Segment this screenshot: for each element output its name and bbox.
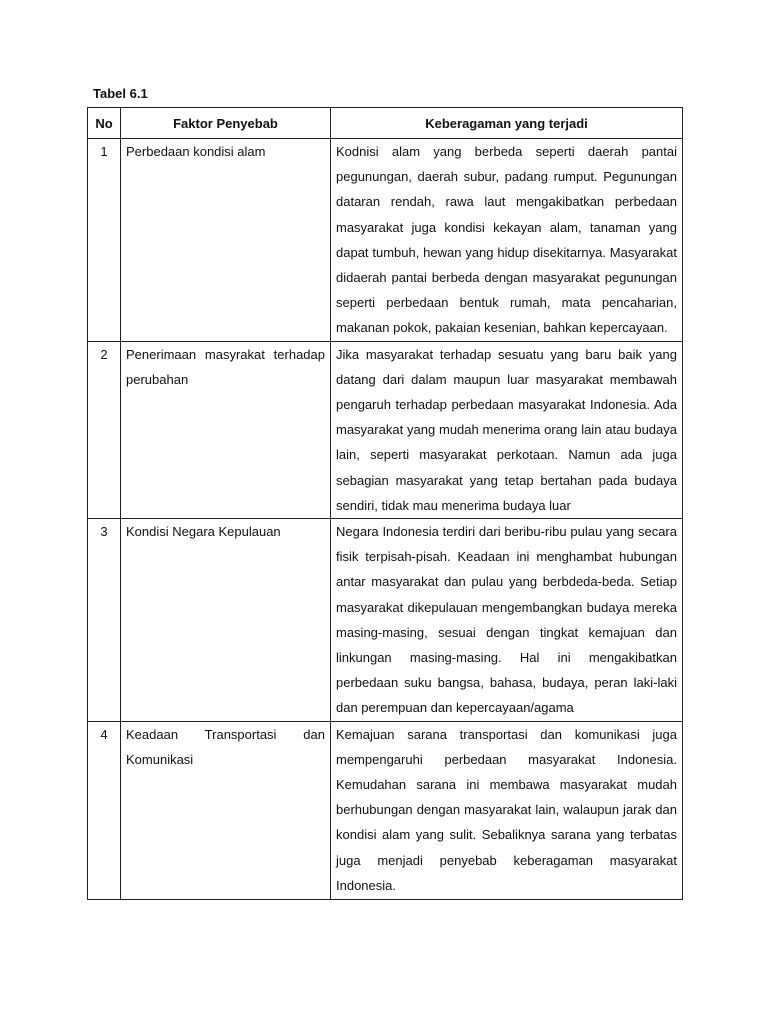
row-number: 1: [88, 139, 121, 342]
table-header-row: [88, 108, 683, 139]
header-diversity: Keberagaman yang terjadi: [331, 108, 683, 139]
row-factor: Penerimaan masyrakat terhadap perubahan: [121, 341, 331, 518]
row-factor: Kondisi Negara Kepulauan: [121, 519, 331, 722]
header-factor: Faktor Penyebab: [121, 108, 331, 139]
row-description: Jika masyarakat terhadap sesuatu yang baru baik yang datang dari dalam maupun luar masyarakat membawah pengaruh terhadap perbedaan masyarakat Indonesia. Ada masyarakat yang mudah menerima orang lain atau budaya lain, seperti masyarakat perkotaan. Namun ada juga sebagian masyarakat yang tetap bertahan pada budaya sendiri, tidak mau menerima budaya luar: [331, 341, 683, 518]
table-row: [88, 721, 683, 899]
row-number: 2: [88, 341, 121, 518]
row-number: 3: [88, 519, 121, 722]
row-factor: Perbedaan kondisi alam: [121, 139, 331, 342]
table-caption: Tabel 6.1: [93, 86, 148, 101]
row-description: Negara Indonesia terdiri dari beribu-ribu pulau yang secara fisik terpisah-pisah. Keadaan ini menghambat hubungan antar masyarakat dan pulau yang berbdeda-beda. Setiap masyarakat dikepulauan mengembangkan budaya mereka masing-masing, sesuai dengan tingkat kemajuan dan linkungan masing-masing. Hal ini mengakibatkan perbedaan suku bangsa, bahasa, budaya, peran laki-laki dan perempuan dan kepercayaan/agama: [331, 519, 683, 722]
diversity-factors-table: [87, 107, 683, 900]
table-row: [88, 519, 683, 722]
header-no: No: [88, 108, 121, 139]
row-description: Kodnisi alam yang berbeda seperti daerah pantai pegunungan, daerah subur, padang rumput. Pegunungan dataran rendah, rawa laut mengakibatkan perbedaan masyarakat juga kondisi kekayan alam, tanaman yang dapat tumbuh, hewan yang hidup disekitarnya. Masyarakat didaerah pantai berbeda dengan masyarakat pegunungan seperti perbedaan bentuk rumah, mata pencaharian, makanan pokok, pakaian kesenian, bahkan kepercayaan.: [331, 139, 683, 342]
table-row: [88, 341, 683, 518]
row-number: 4: [88, 721, 121, 899]
row-factor: Keadaan Transportasi dan Komunikasi: [121, 721, 331, 899]
row-description: Kemajuan sarana transportasi dan komunikasi juga mempengaruhi perbedaan masyarakat Indonesia. Kemudahan sarana ini membawa masyarakat mudah berhubungan dengan masyarakat lain, walaupun jarak dan kondisi alam yang sulit. Sebaliknya sarana yang terbatas juga menjadi penyebab keberagaman masyarakat Indonesia.: [331, 721, 683, 899]
table-row: [88, 139, 683, 342]
